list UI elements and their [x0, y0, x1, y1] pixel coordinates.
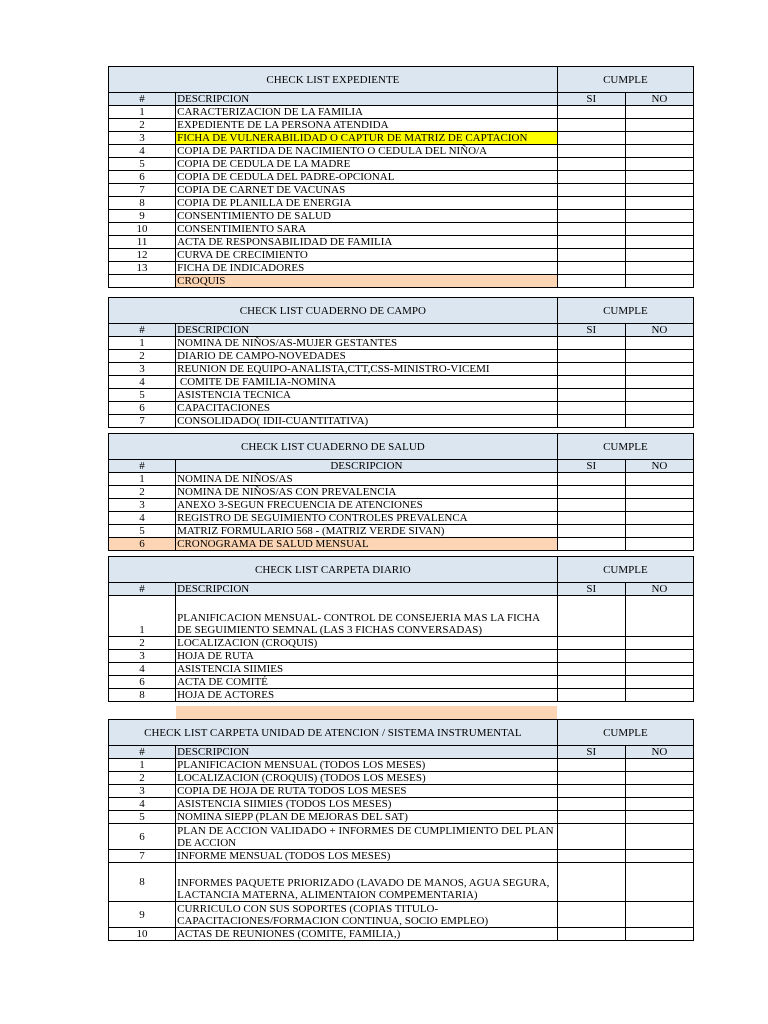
description-header: DESCRIPCION — [176, 583, 558, 596]
row-number: 8 — [109, 863, 176, 902]
no-cell[interactable] — [625, 402, 693, 415]
row-number: 3 — [109, 785, 176, 798]
row-number: 2 — [109, 637, 176, 650]
table-row — [109, 759, 694, 772]
no-cell[interactable] — [625, 824, 693, 850]
no-cell[interactable] — [625, 499, 693, 512]
no-cell[interactable] — [625, 538, 693, 551]
description-header: DESCRIPCION — [176, 746, 558, 759]
table-row — [109, 785, 694, 798]
row-description: MATRIZ FORMULARIO 568 - (MATRIZ VERDE SIVAN) — [176, 525, 558, 538]
table-row — [109, 512, 694, 525]
checklist-expediente — [108, 66, 694, 288]
row-number: 7 — [109, 184, 176, 197]
si-cell[interactable] — [557, 350, 625, 363]
si-cell[interactable] — [557, 798, 625, 811]
row-description: LOCALIZACION (CROQUIS) — [176, 637, 558, 650]
row-description: ACTA DE COMITÉ — [176, 676, 558, 689]
row-description: ASISTENCIA SIIMIES — [176, 663, 558, 676]
row-description: COPIA DE PLANILLA DE ENERGIA — [176, 197, 558, 210]
no-header: NO — [625, 746, 693, 759]
si-cell[interactable] — [557, 785, 625, 798]
si-cell[interactable] — [557, 486, 625, 499]
si-cell[interactable] — [557, 824, 625, 850]
row-number: 2 — [109, 119, 176, 132]
si-cell[interactable] — [557, 184, 625, 197]
row-description: ASISTENCIA TECNICA — [176, 389, 558, 402]
section-title: CHECK LIST CUADERNO DE CAMPO — [109, 298, 558, 324]
table-row — [109, 772, 694, 785]
row-number: 10 — [109, 928, 176, 941]
table-row — [109, 473, 694, 486]
row-description: HOJA DE ACTORES — [176, 689, 558, 702]
row-description: NOMINA DE NIÑOS/AS-MUJER GESTANTES — [176, 337, 558, 350]
table-row — [109, 850, 694, 863]
row-number: 3 — [109, 132, 176, 145]
no-header: NO — [625, 583, 693, 596]
table-row — [109, 663, 694, 676]
cumple-header: CUMPLE — [557, 67, 693, 93]
row-description: HOJA DE RUTA — [176, 650, 558, 663]
row-number: 6 — [109, 402, 176, 415]
si-header: SI — [557, 460, 625, 473]
no-cell[interactable] — [625, 337, 693, 350]
checklist-carpeta-diario — [108, 556, 694, 702]
row-number: 11 — [109, 236, 176, 249]
no-cell[interactable] — [625, 689, 693, 702]
no-cell[interactable] — [625, 637, 693, 650]
table-row — [109, 402, 694, 415]
no-cell[interactable] — [625, 415, 693, 428]
si-cell[interactable] — [557, 197, 625, 210]
si-cell[interactable] — [557, 132, 625, 145]
row-description: ASISTENCIA SIIMIES (TODOS LOS MESES) — [176, 798, 558, 811]
row-number: 5 — [109, 525, 176, 538]
table-row — [109, 389, 694, 402]
row-description: COPIA DE CEDULA DE LA MADRE — [176, 158, 558, 171]
row-number: 3 — [109, 363, 176, 376]
checklist-carpeta-unidad-atencion — [108, 719, 694, 941]
section-title: CHECK LIST CARPETA UNIDAD DE ATENCION / SISTEMA INSTRUMENTAL — [109, 720, 558, 746]
si-cell[interactable] — [557, 106, 625, 119]
row-description: CONSENTIMIENTO DE SALUD — [176, 210, 558, 223]
no-cell[interactable] — [625, 389, 693, 402]
number-header: # — [109, 746, 176, 759]
si-cell[interactable] — [557, 663, 625, 676]
no-cell[interactable] — [625, 473, 693, 486]
number-header: # — [109, 460, 176, 473]
si-cell[interactable] — [557, 637, 625, 650]
table-row — [109, 106, 694, 119]
si-cell[interactable] — [557, 262, 625, 275]
table-row — [109, 863, 694, 902]
si-cell[interactable] — [557, 376, 625, 389]
si-header: SI — [557, 746, 625, 759]
table-row — [109, 824, 694, 850]
si-cell[interactable] — [557, 402, 625, 415]
table-row — [109, 132, 694, 145]
row-number: 4 — [109, 798, 176, 811]
row-description: NOMINA DE NIÑOS/AS — [176, 473, 558, 486]
table-row — [109, 376, 694, 389]
row-description: CURVA DE CRECIMIENTO — [176, 249, 558, 262]
no-cell[interactable] — [625, 158, 693, 171]
table-row — [109, 486, 694, 499]
section-title: CHECK LIST CUADERNO DE SALUD — [109, 434, 558, 460]
table-row — [109, 676, 694, 689]
no-cell[interactable] — [625, 772, 693, 785]
row-description: REGISTRO DE SEGUIMIENTO CONTROLES PREVALENCA — [176, 512, 558, 525]
si-cell[interactable] — [557, 210, 625, 223]
row-number: 7 — [109, 850, 176, 863]
no-header: NO — [625, 324, 693, 337]
table-row — [109, 689, 694, 702]
no-cell[interactable] — [625, 262, 693, 275]
table-row — [109, 538, 694, 551]
table-row — [109, 928, 694, 941]
highlight-strip — [176, 706, 557, 719]
row-number: 4 — [109, 512, 176, 525]
no-cell[interactable] — [625, 663, 693, 676]
si-cell[interactable] — [557, 473, 625, 486]
si-cell[interactable] — [557, 902, 625, 928]
table-row — [109, 275, 694, 288]
row-description: LOCALIZACION (CROQUIS) (TODOS LOS MESES) — [176, 772, 558, 785]
row-description: NOMINA SIEPP (PLAN DE MEJORAS DEL SAT) — [176, 811, 558, 824]
no-cell[interactable] — [625, 798, 693, 811]
no-cell[interactable] — [625, 132, 693, 145]
table-row — [109, 236, 694, 249]
row-number — [109, 275, 176, 288]
row-number: 3 — [109, 499, 176, 512]
table-row — [109, 249, 694, 262]
table-row — [109, 811, 694, 824]
si-cell[interactable] — [557, 275, 625, 288]
row-number: 5 — [109, 389, 176, 402]
table-row — [109, 223, 694, 236]
row-description: COPIA DE PARTIDA DE NACIMIENTO O CEDULA DEL NIÑO/A — [176, 145, 558, 158]
no-cell[interactable] — [625, 184, 693, 197]
row-description: FICHA DE INDICADORES — [176, 262, 558, 275]
row-number: 4 — [109, 376, 176, 389]
si-cell[interactable] — [557, 650, 625, 663]
table-row — [109, 637, 694, 650]
no-cell[interactable] — [625, 350, 693, 363]
number-header: # — [109, 93, 176, 106]
si-cell[interactable] — [557, 499, 625, 512]
si-header: SI — [557, 324, 625, 337]
row-number: 1 — [109, 473, 176, 486]
no-cell[interactable] — [625, 119, 693, 132]
no-header: NO — [625, 460, 693, 473]
row-description: EXPEDIENTE DE LA PERSONA ATENDIDA — [176, 119, 558, 132]
description-header: DESCRIPCION — [176, 460, 558, 473]
cumple-header: CUMPLE — [557, 557, 693, 583]
no-cell[interactable] — [625, 236, 693, 249]
table-row — [109, 798, 694, 811]
si-cell[interactable] — [557, 538, 625, 551]
row-number: 2 — [109, 772, 176, 785]
row-description: INFORMES PAQUETE PRIORIZADO (LAVADO DE MANOS, AGUA SEGURA, LACTANCIA MATERNA, ALIMENTAION COMPEMENTARIA) — [176, 863, 558, 902]
si-cell[interactable] — [557, 676, 625, 689]
si-header: SI — [557, 583, 625, 596]
table-row — [109, 210, 694, 223]
si-cell[interactable] — [557, 928, 625, 941]
si-cell[interactable] — [557, 512, 625, 525]
no-cell[interactable] — [625, 486, 693, 499]
row-number: 6 — [109, 676, 176, 689]
table-row — [109, 415, 694, 428]
row-number: 8 — [109, 197, 176, 210]
row-number: 12 — [109, 249, 176, 262]
si-cell[interactable] — [557, 119, 625, 132]
si-cell[interactable] — [557, 772, 625, 785]
row-description: CONSENTIMIENTO SARA — [176, 223, 558, 236]
no-cell[interactable] — [625, 145, 693, 158]
row-number: 9 — [109, 902, 176, 928]
no-cell[interactable] — [625, 650, 693, 663]
row-number: 8 — [109, 689, 176, 702]
no-cell[interactable] — [625, 106, 693, 119]
row-description: CAPACITACIONES — [176, 402, 558, 415]
si-cell[interactable] — [557, 689, 625, 702]
no-cell[interactable] — [625, 249, 693, 262]
row-number: 1 — [109, 759, 176, 772]
row-description: PLANIFICACION MENSUAL (TODOS LOS MESES) — [176, 759, 558, 772]
no-cell[interactable] — [625, 525, 693, 538]
row-number: 1 — [109, 106, 176, 119]
table-row — [109, 337, 694, 350]
checklist-cuaderno-campo — [108, 297, 694, 428]
row-description: COPIA DE CEDULA DEL PADRE-OPCIONAL — [176, 171, 558, 184]
section-title: CHECK LIST CARPETA DIARIO — [109, 557, 558, 583]
row-description: CONSOLIDADO( IDII-CUANTITATIVA) — [176, 415, 558, 428]
table-row — [109, 525, 694, 538]
row-number: 5 — [109, 811, 176, 824]
si-cell[interactable] — [557, 850, 625, 863]
table-row — [109, 499, 694, 512]
row-number: 7 — [109, 415, 176, 428]
row-number: 1 — [109, 596, 176, 637]
description-header: DESCRIPCION — [176, 324, 558, 337]
no-cell[interactable] — [625, 376, 693, 389]
no-header: NO — [625, 93, 693, 106]
si-cell[interactable] — [557, 145, 625, 158]
no-cell[interactable] — [625, 197, 693, 210]
row-number: 3 — [109, 650, 176, 663]
row-description: NOMINA DE NIÑOS/AS CON PREVALENCIA — [176, 486, 558, 499]
no-cell[interactable] — [625, 275, 693, 288]
row-description: CARACTERIZACION DE LA FAMILIA — [176, 106, 558, 119]
table-row — [109, 171, 694, 184]
no-cell[interactable] — [625, 210, 693, 223]
si-cell[interactable] — [557, 525, 625, 538]
si-cell[interactable] — [557, 158, 625, 171]
table-row — [109, 119, 694, 132]
section-title: CHECK LIST EXPEDIENTE — [109, 67, 558, 93]
table-row — [109, 158, 694, 171]
number-header: # — [109, 324, 176, 337]
no-cell[interactable] — [625, 512, 693, 525]
row-description-highlighted: FICHA DE VULNERABILIDAD O CAPTUR DE MATRIZ DE CAPTACION — [176, 132, 558, 145]
row-description: DIARIO DE CAMPO-NOVEDADES — [176, 350, 558, 363]
cumple-header: CUMPLE — [557, 298, 693, 324]
row-number: 2 — [109, 486, 176, 499]
table-row — [109, 350, 694, 363]
row-number: 9 — [109, 210, 176, 223]
no-cell[interactable] — [625, 676, 693, 689]
row-description: COPIA DE HOJA DE RUTA TODOS LOS MESES — [176, 785, 558, 798]
no-cell[interactable] — [625, 811, 693, 824]
row-number: 4 — [109, 663, 176, 676]
si-cell[interactable] — [557, 389, 625, 402]
row-description: ANEXO 3-SEGUN FRECUENCIA DE ATENCIONES — [176, 499, 558, 512]
si-header: SI — [557, 93, 625, 106]
row-description: COPIA DE CARNET DE VACUNAS — [176, 184, 558, 197]
row-description: COMITE DE FAMILIA-NOMINA — [176, 376, 558, 389]
table-row — [109, 650, 694, 663]
row-description: PLAN DE ACCION VALIDADO + INFORMES DE CUMPLIMIENTO DEL PLAN DE ACCION — [176, 824, 558, 850]
row-number: 10 — [109, 223, 176, 236]
no-cell[interactable] — [625, 785, 693, 798]
no-cell[interactable] — [625, 223, 693, 236]
no-cell[interactable] — [625, 363, 693, 376]
row-description-highlighted: CROQUIS — [176, 275, 558, 288]
cumple-header: CUMPLE — [557, 434, 693, 460]
si-cell[interactable] — [557, 863, 625, 902]
no-cell[interactable] — [625, 171, 693, 184]
row-number: 13 — [109, 262, 176, 275]
table-row — [109, 363, 694, 376]
row-description: REUNION DE EQUIPO-ANALISTA,CTT,CSS-MINISTRO-VICEMI — [176, 363, 558, 376]
row-number: 6 — [109, 824, 176, 850]
row-description: INFORME MENSUAL (TODOS LOS MESES) — [176, 850, 558, 863]
si-cell[interactable] — [557, 811, 625, 824]
row-description: PLANIFICACION MENSUAL- CONTROL DE CONSEJERIA MAS LA FICHA DE SEGUIMIENTO SEMNAL (LAS 3 FICHAS CONVERSADAS) — [176, 596, 558, 637]
si-cell[interactable] — [557, 223, 625, 236]
no-cell[interactable] — [625, 863, 693, 902]
si-cell[interactable] — [557, 596, 625, 637]
row-number: 4 — [109, 145, 176, 158]
no-cell[interactable] — [625, 928, 693, 941]
table-row — [109, 596, 694, 637]
row-description: ACTA DE RESPONSABILIDAD DE FAMILIA — [176, 236, 558, 249]
table-row — [109, 184, 694, 197]
row-number: 6 — [109, 538, 176, 551]
row-number: 2 — [109, 350, 176, 363]
no-cell[interactable] — [625, 902, 693, 928]
cumple-header: CUMPLE — [557, 720, 693, 746]
si-cell[interactable] — [557, 236, 625, 249]
description-header: DESCRIPCION — [176, 93, 558, 106]
row-number: 5 — [109, 158, 176, 171]
si-cell[interactable] — [557, 171, 625, 184]
si-cell[interactable] — [557, 363, 625, 376]
no-cell[interactable] — [625, 596, 693, 637]
checklist-cuaderno-salud — [108, 433, 694, 551]
table-row — [109, 197, 694, 210]
si-cell[interactable] — [557, 249, 625, 262]
row-number: 1 — [109, 337, 176, 350]
table-row — [109, 902, 694, 928]
number-header: # — [109, 583, 176, 596]
row-description-highlighted: CRONOGRAMA DE SALUD MENSUAL — [176, 538, 558, 551]
si-cell[interactable] — [557, 415, 625, 428]
no-cell[interactable] — [625, 850, 693, 863]
table-row — [109, 145, 694, 158]
row-number: 6 — [109, 171, 176, 184]
si-cell[interactable] — [557, 759, 625, 772]
si-cell[interactable] — [557, 337, 625, 350]
table-row — [109, 262, 694, 275]
row-description: CURRICULO CON SUS SOPORTES (COPIAS TITULO-CAPACITACIONES/FORMACION CONTINUA, SOCIO EMPLEO) — [176, 902, 558, 928]
row-description: ACTAS DE REUNIONES (COMITE, FAMILIA,) — [176, 928, 558, 941]
no-cell[interactable] — [625, 759, 693, 772]
